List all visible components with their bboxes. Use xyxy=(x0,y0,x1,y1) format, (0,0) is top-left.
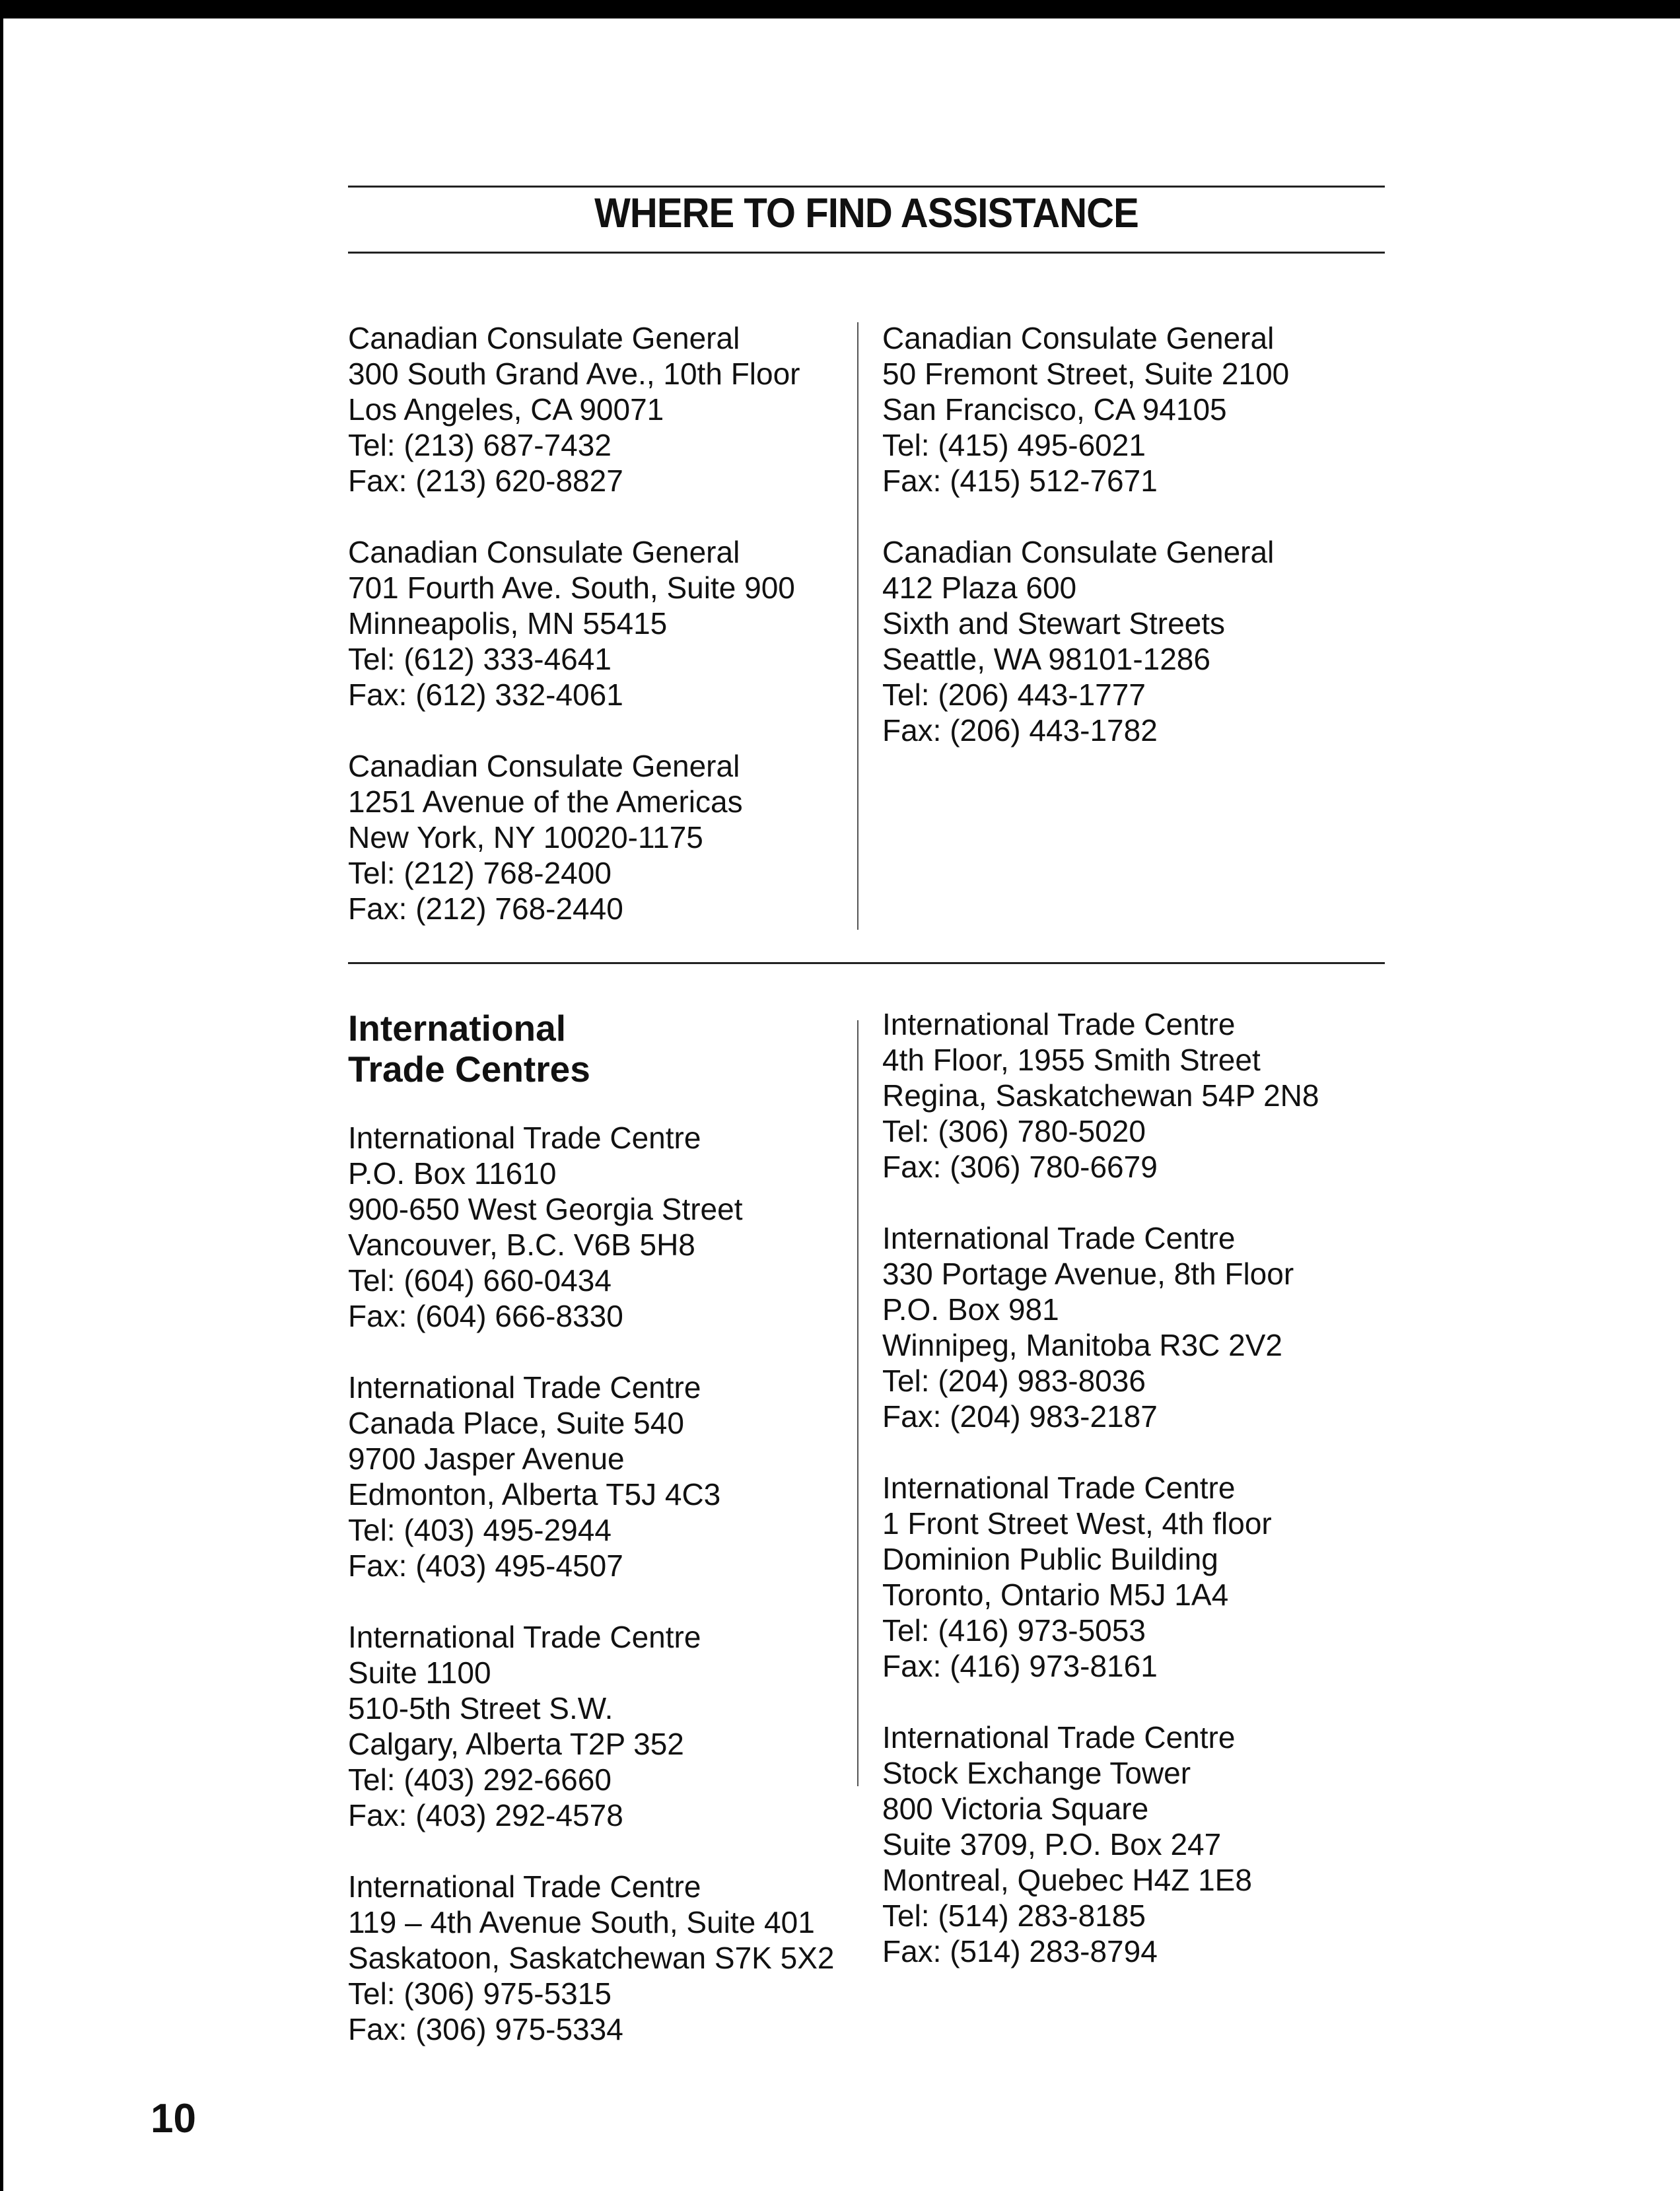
scan-left-border xyxy=(0,0,3,2191)
address-line: 701 Fourth Ave. South, Suite 900 xyxy=(348,571,795,605)
phone-line: Tel: (416) 973-5053 xyxy=(882,1613,1146,1648)
phone-line: Tel: (213) 687-7432 xyxy=(348,428,612,462)
address-block-edmonton xyxy=(348,1370,863,1583)
address-line: 300 South Grand Ave., 10th Floor xyxy=(348,357,800,391)
address-line: Canadian Consulate General xyxy=(348,749,740,783)
address-line: 412 Plaza 600 xyxy=(882,571,1077,605)
address-line: Suite 1100 xyxy=(348,1655,491,1690)
address-line: Stock Exchange Tower xyxy=(882,1756,1191,1790)
address-block-vancouver xyxy=(348,1120,863,1334)
address-line: International Trade Centre xyxy=(348,1121,701,1155)
phone-line: Tel: (306) 780-5020 xyxy=(882,1114,1146,1148)
address-line: International Trade Centre xyxy=(882,1221,1236,1255)
address-line: 330 Portage Avenue, 8th Floor xyxy=(882,1257,1294,1291)
address-block-winnipeg xyxy=(882,1220,1397,1434)
phone-line: Tel: (204) 983-8036 xyxy=(882,1364,1146,1398)
address-line: Canadian Consulate General xyxy=(882,321,1275,355)
phone-line: Tel: (415) 495-6021 xyxy=(882,428,1146,462)
address-line: 510-5th Street S.W. xyxy=(348,1691,613,1725)
fax-line: Fax: (415) 512-7671 xyxy=(882,464,1158,498)
fax-line: Fax: (204) 983-2187 xyxy=(882,1399,1158,1434)
consulates-right-column xyxy=(882,320,1397,748)
address-line: Minneapolis, MN 55415 xyxy=(348,606,668,641)
address-line: 119 – 4th Avenue South, Suite 401 xyxy=(348,1905,815,1939)
fax-line: Fax: (416) 973-8161 xyxy=(882,1649,1158,1683)
address-line: Saskatoon, Saskatchewan S7K 5X2 xyxy=(348,1941,835,1975)
address-line: San Francisco, CA 94105 xyxy=(882,392,1227,427)
address-line: Canadian Consulate General xyxy=(348,535,740,569)
section-heading xyxy=(348,1008,863,1090)
address-line: International Trade Centre xyxy=(882,1720,1236,1755)
address-line: Dominion Public Building xyxy=(882,1542,1218,1576)
phone-line: Tel: (206) 443-1777 xyxy=(882,678,1146,712)
address-line: International Trade Centre xyxy=(882,1007,1236,1041)
address-block-montreal xyxy=(882,1720,1397,1969)
address-block-saskatoon xyxy=(348,1869,863,2047)
address-line: 1 Front Street West, 4th floor xyxy=(882,1506,1272,1541)
fax-line: Fax: (306) 780-6679 xyxy=(882,1150,1158,1184)
address-line: Canadian Consulate General xyxy=(882,535,1275,569)
address-line: Suite 3709, P.O. Box 247 xyxy=(882,1827,1222,1861)
address-line: 800 Victoria Square xyxy=(882,1791,1149,1826)
address-line: Canadian Consulate General xyxy=(348,321,740,355)
address-line: 9700 Jasper Avenue xyxy=(348,1442,625,1476)
address-line: International Trade Centre xyxy=(348,1370,701,1405)
fax-line: Fax: (604) 666-8330 xyxy=(348,1299,623,1333)
phone-line: Tel: (604) 660-0434 xyxy=(348,1263,612,1298)
address-block-san-francisco xyxy=(882,320,1397,499)
page-title: WHERE TO FIND ASSISTANCE xyxy=(594,190,1138,236)
address-block-regina xyxy=(882,1006,1397,1185)
title-top-rule xyxy=(348,186,1385,188)
trade-centres-left-column xyxy=(348,1008,863,2047)
address-line: International Trade Centre xyxy=(348,1869,701,1904)
address-line: Montreal, Quebec H4Z 1E8 xyxy=(882,1863,1252,1897)
phone-line: Tel: (403) 292-6660 xyxy=(348,1762,612,1797)
fax-line: Fax: (306) 975-5334 xyxy=(348,2012,623,2046)
address-line: Los Angeles, CA 90071 xyxy=(348,392,664,427)
phone-line: Tel: (212) 768-2400 xyxy=(348,856,612,890)
fax-line: Fax: (212) 768-2440 xyxy=(348,891,623,926)
address-line: Vancouver, B.C. V6B 5H8 xyxy=(348,1228,695,1262)
address-line: P.O. Box 11610 xyxy=(348,1156,557,1191)
address-line: 4th Floor, 1955 Smith Street xyxy=(882,1043,1261,1077)
title-bottom-rule xyxy=(348,252,1385,254)
section-heading-line: International xyxy=(348,1008,567,1049)
address-line: Winnipeg, Manitoba R3C 2V2 xyxy=(882,1328,1282,1362)
address-line: International Trade Centre xyxy=(882,1471,1236,1505)
address-line: P.O. Box 981 xyxy=(882,1292,1059,1327)
address-line: Regina, Saskatchewan 54P 2N8 xyxy=(882,1078,1319,1113)
address-line: 1251 Avenue of the Americas xyxy=(348,784,743,819)
section-divider-rule xyxy=(348,962,1385,964)
fax-line: Fax: (403) 292-4578 xyxy=(348,1798,623,1832)
address-block-minneapolis xyxy=(348,534,863,713)
address-block-los-angeles xyxy=(348,320,863,499)
trade-centres-right-column xyxy=(882,1006,1397,1969)
address-line: Sixth and Stewart Streets xyxy=(882,606,1226,641)
address-line: International Trade Centre xyxy=(348,1620,701,1654)
address-block-toronto xyxy=(882,1470,1397,1684)
fax-line: Fax: (403) 495-4507 xyxy=(348,1548,623,1583)
address-block-new-york xyxy=(348,748,863,926)
scan-top-border xyxy=(0,0,1680,18)
phone-line: Tel: (306) 975-5315 xyxy=(348,1976,612,2011)
phone-line: Tel: (403) 495-2944 xyxy=(348,1513,612,1547)
section-heading-line: Trade Centres xyxy=(348,1049,590,1090)
fax-line: Fax: (612) 332-4061 xyxy=(348,678,623,712)
fax-line: Fax: (206) 443-1782 xyxy=(882,713,1158,748)
page-number: 10 xyxy=(151,2096,196,2141)
consulates-left-column xyxy=(348,320,863,926)
fax-line: Fax: (213) 620-8827 xyxy=(348,464,623,498)
phone-line: Tel: (514) 283-8185 xyxy=(882,1898,1146,1933)
fax-line: Fax: (514) 283-8794 xyxy=(882,1934,1158,1968)
phone-line: Tel: (612) 333-4641 xyxy=(348,642,612,676)
address-line: Edmonton, Alberta T5J 4C3 xyxy=(348,1477,721,1512)
address-line: New York, NY 10020-1175 xyxy=(348,820,703,854)
address-line: Seattle, WA 98101-1286 xyxy=(882,642,1210,676)
address-line: 50 Fremont Street, Suite 2100 xyxy=(882,357,1290,391)
address-block-calgary xyxy=(348,1619,863,1833)
address-line: Toronto, Ontario M5J 1A4 xyxy=(882,1578,1229,1612)
address-block-seattle xyxy=(882,534,1397,748)
address-line: Calgary, Alberta T2P 352 xyxy=(348,1727,684,1761)
address-line: Canada Place, Suite 540 xyxy=(348,1406,684,1440)
address-line: 900-650 West Georgia Street xyxy=(348,1192,743,1226)
